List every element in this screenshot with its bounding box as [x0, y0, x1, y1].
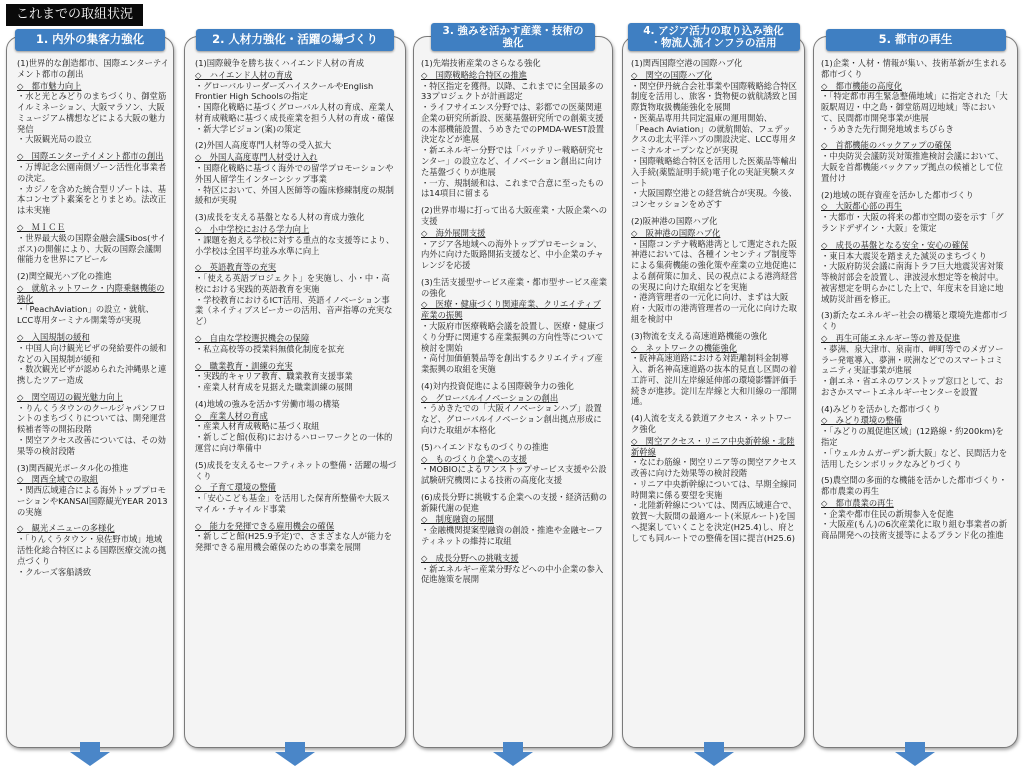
- section: [17, 271, 169, 326]
- column-5-body: [821, 58, 1011, 547]
- subsection-heading: ◇ 都市農業の再生: [821, 497, 894, 508]
- section: [821, 310, 1011, 397]
- bullet-item: ・企業や都市住民の新規参入を促進: [821, 508, 954, 519]
- section: [195, 333, 397, 355]
- bullet-item: ・大阪府市医療戦略会議を設置し、医療・健康づくり分野に関連する産業振興の方向性等について検討を開始: [421, 320, 604, 353]
- section: [421, 442, 607, 486]
- section: [17, 392, 169, 457]
- bullet-item: ・高付加価値製品等を創出するクリエイティブ産業振興の取組を実施: [421, 353, 603, 375]
- bullet-item: ・うめきたでの「大阪イノベーションハブ」設置など、グローバルイノベーション創出拠点形成に向けた取組が本格化: [421, 403, 602, 435]
- subsection-heading: ◇ ものづくり企業への支援: [421, 453, 527, 464]
- section-title: (5)ハイエンドなものづくりの推進: [421, 441, 549, 452]
- bullet-item: ・「安心こども基金」を活用した保育所整備や大阪スマイル・チャイルド事業: [195, 493, 390, 514]
- bullet-item: ・特区指定を獲得。以降、これまでに全国最多の33プロジェクトが計画認定: [421, 80, 604, 102]
- bullet-item: ・国際化戦略に基づくグローバル人材の育成、産業人材育成戦略に基づく成長産業を担う人材の育成・確保: [195, 102, 395, 123]
- subsection-heading: ◇ 関空の国際ハブ化: [631, 69, 713, 80]
- subsection-heading: ◇ 国際エンターテイメント都市の創出: [17, 151, 164, 162]
- subsection-heading: ◇ 自由な学校選択機会の保障: [195, 332, 310, 343]
- section: [821, 58, 1011, 134]
- subsection-heading: ◇ 成長分野への挑戦支援: [421, 552, 519, 563]
- section: [195, 361, 397, 393]
- subsection-heading: ◇ 医療・健康づくり関連産業、クリエイティブ産業の振興: [421, 299, 601, 321]
- bullet-item: ・関空伊丹統合会社事業や国際戦略総合特区制度を活用し、旅客・貨物便の就航誘致と国際貨物取扱機能強化を展開: [631, 80, 797, 113]
- section: [631, 216, 799, 325]
- section: [421, 553, 607, 585]
- section: [17, 222, 169, 265]
- subsection-heading: ◇ ＭＩＣＥ: [17, 221, 65, 232]
- subsection-heading: ◇ 再生可能エネルギー等の普及促進: [821, 332, 961, 343]
- bullet-item: ・数次観光ビザが認められた沖縄県と連携したツアー造成: [17, 364, 167, 386]
- bullet-item: ・実践的キャリア教育、職業教育支援事業: [195, 371, 353, 382]
- bullet-item: ・りんくうタウンのクールジャパンフロントのまちづくりについては、開発運営候補者等の開拓段階: [17, 402, 167, 435]
- section-title: (5)農空間の多面的な機能を活かした都市づくり・都市農業の再生: [821, 475, 1007, 497]
- bullet-item: ・「使える英語プロジェクト」を実施し、小・中・高校における実践的英語教育を実施: [195, 273, 390, 294]
- section-title: (5)成長を支えるセーフティネットの整備・活躍の場づくり: [195, 459, 397, 481]
- bullet-item: ・「みどりの風促進区域」(12路線・約200km)を指定: [821, 426, 1004, 447]
- section: [17, 151, 169, 216]
- subsection-heading: ◇ 外国人高度専門人材受け入れ: [195, 152, 318, 163]
- bullet-item: ・特区において、外国人医師等の臨床修練制度の規制緩和が実現: [195, 184, 394, 206]
- bullet-item: ・港湾管理者の一元化に向け、まずは大阪府・大阪市の港湾管理者の一元化に向けた取組を検討中: [631, 292, 797, 324]
- section-title: (4)地域の強みを活かす労働市場の構築: [195, 398, 340, 409]
- bullet-item: ・夢洲、泉大津市、泉南市、岬町等でのメガソーラー発電導入、夢洲・咲洲などでのスマートコミュニティ実証事業が進展: [821, 343, 1004, 376]
- column-3-header: 3. 強みを活かす産業・技術の 強化: [431, 23, 595, 51]
- subsection-heading: ◇ 英語教育等の充実: [195, 262, 277, 273]
- section-title: (1)先端技術産業のさらなる強化: [421, 58, 541, 68]
- section-title: (4)みどりを活かした都市づくり: [821, 403, 941, 414]
- bullet-item: ・新しごと館(仮称)におけるハローワークとの一体的運営に向け準備中: [195, 432, 393, 453]
- down-arrow-icon: [275, 742, 315, 766]
- section: [17, 523, 169, 577]
- section: [421, 58, 607, 199]
- subsection-heading: ◇ 制度融資の展開: [421, 514, 494, 525]
- subsection-heading: ◇ 関空周辺の観光魅力向上: [17, 391, 123, 402]
- section: [631, 331, 799, 407]
- subsection-heading: ◇ 都市魅力向上: [17, 80, 82, 91]
- bullet-item: ・関空アクセス改善については、その効果等の検討段階: [17, 435, 166, 456]
- down-arrow-icon: [70, 742, 110, 766]
- bullet-item: ・万博記念公園南側ゾーン活性化事業者の決定。: [17, 162, 167, 183]
- bullet-item: ・ライフサイエンス分野では、彩都での医薬関連企業の研究所新設、医薬基盤研究所での創薬支援の本部機能設置、うめきたでのPMDA-WEST設置決定などが進展: [421, 102, 605, 145]
- down-arrow-icon: [895, 742, 935, 766]
- bullet-item: ・中央防災会議防災対策推進検討会議において、大阪を首都機能バックアップ拠点の候補として位置付け: [821, 151, 1004, 183]
- section: [195, 140, 397, 206]
- bullet-item: ・MOBIOによるワンストップサービス支援や公設試験研究機関による技術の高度化支援: [421, 464, 607, 486]
- subsection-heading: ◇ ハイエンド人材の育成: [195, 69, 293, 80]
- section: [821, 140, 1011, 183]
- subsection-heading: ◇ 国際戦略総合特区の推進: [421, 69, 527, 80]
- section: [631, 413, 799, 543]
- section: [821, 475, 1011, 541]
- column-2-header: 2. 人材力強化・活躍の場づくり: [196, 29, 394, 51]
- section: [821, 240, 1011, 305]
- subsection-heading: ◇ 大阪都心部の再生: [821, 201, 903, 212]
- bullet-item: ・グローバルリーダーズハイスクールやEnglish Frontier High Schoolsの指定: [195, 80, 374, 102]
- section-title: (1)世界的な創造都市、国際エンターテイメント都市の創出: [17, 58, 169, 79]
- column-3-body: [421, 58, 607, 591]
- section-title: (2)関空観光ハブ化の推進: [17, 271, 112, 282]
- subsection-heading: ◇ 小中学校における学力向上: [195, 223, 310, 234]
- bullet-item: ・医薬品専用共同定温庫の運用開始、「Peach Aviation」の就航開始、フェデックスの北太平洋ハブの開設決定、LCC専用ターミナルオープンなどが実現: [631, 112, 797, 156]
- bullet-item: ・東日本大震災を踏まえた減災のまちづくり: [821, 250, 987, 261]
- subsection-heading: ◇ 就航ネットワーク・内際乗継機能の強化: [17, 282, 165, 304]
- section: [195, 262, 397, 327]
- section-title: (1)関西国際空港の国際ハブ化: [631, 58, 743, 68]
- section-title: (2)阪神港の国際ハブ化: [631, 215, 718, 226]
- bullet-item: ・関西広域連合による海外トッププロモーションやKANSAI国際観光YEAR 2013の実施: [17, 485, 168, 517]
- section: [421, 205, 607, 271]
- bullet-item: ・創エネ・省エネのワンストップ窓口として、おおさかスマートエネルギーセンターを設置: [821, 376, 1003, 397]
- column-1-header: 1. 内外の集客力強化: [15, 29, 165, 51]
- subsection-heading: ◇ グローバルイノベーションの創出: [421, 392, 559, 403]
- bullet-item: ・中国人向け観光ビザの発給要件の緩和などの入国規制が緩和: [17, 342, 167, 364]
- section: [195, 399, 397, 454]
- section: [421, 277, 607, 375]
- column-4-body: [631, 58, 799, 550]
- down-arrow-icon: [493, 742, 533, 766]
- page-title: これまでの取組状況: [6, 4, 143, 26]
- bullet-item: ・「りんくうタウン・泉佐野市域」地域活性化総合特区による国際医療交流の拠点づくり: [17, 534, 167, 566]
- bullet-item: ・「PeachAviation」の設立・就航、LCC専用ターミナル開業等が実現: [17, 304, 154, 326]
- subsection-heading: ◇ 関西全域での取組: [17, 474, 99, 485]
- bullet-item: ・大阪観光局の設立: [17, 134, 92, 145]
- section: [17, 332, 169, 386]
- section-title: (3)新たなエネルギー社会の構築と環境先進都市づくり: [821, 310, 1007, 332]
- subsection-heading: ◇ ネットワークの機能強化: [631, 342, 737, 353]
- subsection-heading: ◇ 成長の基盤となる安全・安心の確保: [821, 239, 969, 250]
- bullet-item: ・金融機関提案型融資の創設・推進や金融セーフティネットの維持に取組: [421, 525, 603, 547]
- section-title: (3)成長を支える基盤となる人材の育成力強化: [195, 212, 365, 223]
- bullet-item: ・水と光とみどりのまちづくり、御堂筋イルミネーション、大阪マラソン、大阪ミュージアム構想などによる大阪の魅力発信: [17, 91, 167, 134]
- subsection-heading: ◇ 入国規制の緩和: [17, 331, 90, 342]
- bullet-item: ・カジノを含めた統合型リゾートは、基本コンセプト素案をとりまとめ。法改正は未実施: [17, 183, 167, 216]
- section: [631, 58, 799, 210]
- bullet-item: ・新大学ビジョン(案)の策定: [195, 123, 301, 134]
- bullet-item: ・産業人材育成を見据えた職業訓練の展開: [195, 382, 353, 393]
- section: [821, 404, 1011, 470]
- section: [17, 58, 169, 145]
- bullet-item: ・新エネルギー分野では「バッテリー戦略研究センター」の設立など、イノベーション創出に向けた基盤づくりが進展: [421, 145, 604, 177]
- bullet-item: ・私立高校等の授業料無償化制度を拡充: [195, 343, 345, 354]
- section-title: (3)物流を支える高速道路機能の強化: [631, 330, 768, 341]
- down-arrow-icon: [694, 742, 734, 766]
- bullet-item: ・アジア各地域への海外トッププロモーション、内外に向けた販路開拓支援など、中小企業のチャレンジを応援: [421, 238, 604, 271]
- section: [821, 190, 1011, 234]
- section-title: (3)生活支援型サービス産業・都市型サービス産業の強化: [421, 276, 607, 298]
- subsection-heading: ◇ 都市機能の高度化: [821, 80, 903, 91]
- column-5-header: 5. 都市の再生: [826, 29, 1006, 51]
- bullet-item: ・国際化戦略に基づく海外での留学プロモーションや外国人留学生インターンシップ事業: [195, 163, 394, 184]
- bullet-item: ・なにわ筋線・関空リニア等の関空アクセス改善に向けた効果等の検討段階: [631, 457, 797, 479]
- subsection-heading: ◇ 観光メニューの多様化: [17, 523, 115, 534]
- section-title: (2)外国人高度専門人材等の受入拡大: [195, 140, 332, 151]
- bullet-item: ・クルーズ客船誘致: [17, 566, 92, 577]
- bullet-item: ・大阪産(もん)の6次産業化に取り組む事業者の新商品開発への技術支援等によるブランド化の推進: [821, 519, 1007, 541]
- bullet-item: ・産業人材育成戦略に基づく取組: [195, 421, 320, 432]
- section-title: (2)地域の既存資産を活かした都市づくり: [821, 189, 974, 200]
- bullet-item: ・大阪府防災会議に南海トラフ巨大地震災害対策等検討部会を設置し、津波浸水想定等を検討中。被害想定を明らかにした上で、年度末を目途に地域防災計画を修正。: [821, 261, 1004, 304]
- section: [421, 492, 607, 547]
- bullet-item: ・国際戦略総合特区を活用した医薬品等輸出入手続(薬監証明手続)電子化の実証実験スタート: [631, 156, 797, 188]
- bullet-item: ・国際コンテナ戦略港湾として選定された阪神港においては、各種インセンティブ制度等による集荷機能の強化策や産業の立地促進による創荷策に加え、民の視点による港湾経営の実現に向けた取組などを実施: [631, 238, 798, 292]
- section-title: (4)人流を支える鉄道アクセス・ネットワーク強化: [631, 413, 792, 434]
- subsection-heading: ◇ 産業人材の育成: [195, 410, 268, 421]
- bullet-item: ・北陸新幹線については、関西広域連合で、敦賀～大阪間の最適ルート(米原ルート)を国へ提案していくことを決定(H25.4)し、府としても同ルートでの整備を国に提言(H25.6): [631, 500, 797, 543]
- section: [195, 521, 397, 553]
- bullet-item: ・新エネルギー産業分野などへの中小企業の参入促進施策を展開: [421, 563, 604, 585]
- section: [421, 381, 607, 436]
- bullet-item: ・「ウェルカムガーデン新大阪」など、民間活力を活用したシンボリックなみどりづくり: [821, 447, 1008, 469]
- bullet-item: ・新しごと館(H25.9予定)で、さまざまな人が能力を発揮できる雇用機会確保のための事業を展開: [195, 531, 392, 553]
- section-title: (1)企業・人材・情報が集い、技術革新が生まれる都市づくり: [821, 58, 1007, 79]
- bullet-item: ・リニア中央新幹線については、早期全線同時開業に係る要望を実施: [631, 478, 797, 500]
- subsection-heading: ◇ みどり環境の整備: [821, 415, 903, 426]
- section: [195, 212, 397, 256]
- section: [195, 460, 397, 515]
- subsection-heading: ◇ 海外展開支援: [421, 227, 486, 238]
- bullet-item: ・一方、規制緩和は、これまで合意に至ったものは14項目に留まる: [421, 177, 604, 199]
- bullet-item: ・うめきた先行開発地域まちびらき: [821, 123, 954, 134]
- bullet-item: ・阪神高速道路における対距離制料金制導入、新名神高速道路の抜本的見直し区間の着工許可、淀川左岸線延伸部の環境影響評価手続きが進捗。淀川左岸線と大和川線の一部開通。: [631, 353, 797, 407]
- column-4-header: 4. アジア活力の取り込み強化 ・物流人流インフラの活用: [628, 23, 800, 51]
- subsection-heading: ◇ 子育て環境の整備: [195, 482, 277, 493]
- subsection-heading: ◇ 首都機能のバックアップの確保: [821, 140, 952, 151]
- subsection-heading: ◇ 関空アクセス・リニア中央新幹線・北陸新幹線: [631, 435, 795, 457]
- subsection-heading: ◇ 阪神港の国際ハブ化: [631, 227, 721, 238]
- section: [195, 58, 397, 134]
- subsection-heading: ◇ 職業教育・訓練の充実: [195, 360, 293, 371]
- bullet-item: ・「特定都市再生緊急整備地域」に指定された「大阪駅周辺・中之島・御堂筋周辺地域」等において、民間都市開発事業が進展: [821, 91, 1008, 123]
- bullet-item: ・学校教育におけるICT活用、英語イノベーション事業（ネイティブスピーカーの活用、音声指導の充実など）: [195, 294, 393, 327]
- section-title: (1)国際競争を勝ち抜くハイエンド人材の育成: [195, 58, 365, 68]
- bullet-item: ・課題を抱える学校に対する重点的な支援等により、小学校は全国平均並み水準に向上: [195, 234, 395, 256]
- bullet-item: ・大阪国際空港との経営統合が実現。今後、コンセッションをめざす: [631, 188, 797, 210]
- section-title: (2)世界市場に打って出る大阪産業・大阪企業への支援: [421, 205, 607, 226]
- section-title: (6)成長分野に挑戦する企業への支援・経済活動の新陳代謝の促進: [421, 491, 607, 513]
- bullet-item: ・世界最大級の国際金融会議Sibos(サイボス)の開催により、大阪の国際会議開催能力を世界にアピール: [17, 232, 167, 265]
- section: [17, 463, 169, 518]
- column-1-body: [17, 58, 169, 583]
- section-title: (4)対内投資促進による国際競争力の強化: [421, 380, 574, 391]
- section-title: (3)関西観光ポータル化の推進: [17, 462, 129, 473]
- bullet-item: ・大都市・大阪の将来の都市空間の姿を示す「グランドデザイン・大阪」を策定: [821, 212, 1004, 233]
- subsection-heading: ◇ 能力を発揮できる雇用機会の確保: [195, 520, 335, 531]
- column-2-body: [195, 58, 397, 559]
